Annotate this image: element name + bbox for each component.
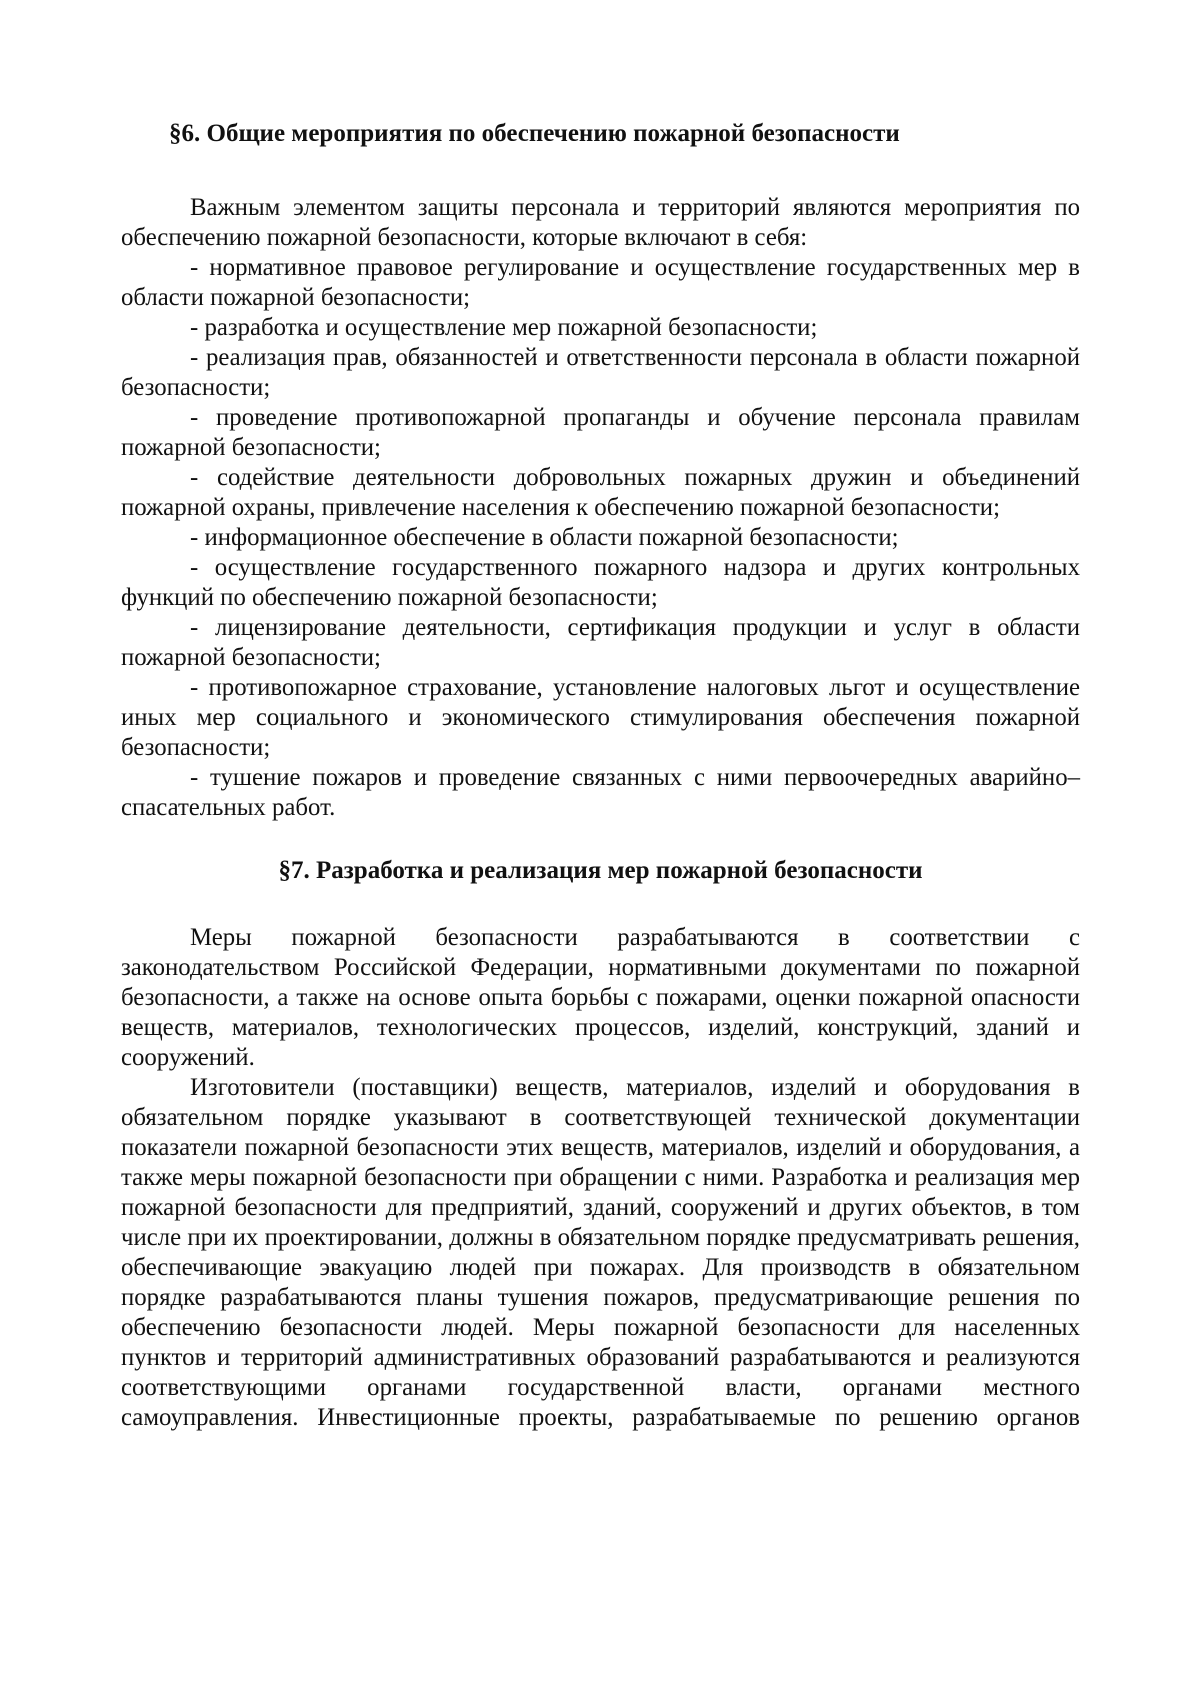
list-item: - проведение противопожарной пропаганды и обучение персонала правилам пожарной безопасности; — [121, 404, 1080, 461]
list-item: - разработка и осуществление мер пожарной безопасности; — [190, 314, 818, 341]
list-item: - осуществление государственного пожарного надзора и других контрольных функций по обеспечению пожарной безопасности; — [121, 554, 1080, 611]
section-7-body — [121, 923, 1080, 1433]
list-item: - нормативное правовое регулирование и осуществление государственных мер в области пожарной безопасности; — [121, 254, 1080, 311]
paragraph: Изготовители (поставщики) веществ, материалов, изделий и оборудования в обязательном порядке указывают в соответствующей технической документации показатели пожарной безопасности этих веществ, материалов, изделий и оборудования, а также меры пожарной безопасности при обращении с ними. Разработка и реализация мер пожарной безопасности для предприятий, зданий, сооружений и других объектов, в том числе при их проектировании, должны в обязательном порядке предусматривать решения, обеспечивающие эвакуацию людей при пожарах. Для производств в обязательном порядке разрабатываются планы тушения пожаров, предусматривающие решения по обеспечению безопасности людей. Меры пожарной безопасности для населенных пунктов и территорий административных образований разрабатываются и реализуются соответствующими органами государственной власти, органами местного самоуправления. Инвестиционные проекты, разрабатываемые по решению органов — [121, 1074, 1080, 1431]
list-item: - реализация прав, обязанностей и ответственности персонала в области пожарной безопасности; — [121, 344, 1080, 401]
document-page — [121, 118, 1080, 1433]
paragraph: Меры пожарной безопасности разрабатываются в соответствии с законодательством Российской Федерации, нормативными документами по пожарной безопасности, а также на основе опыта борьбы с пожарами, оценки пожарной опасности веществ, материалов, технологических процессов, изделий, конструкций, зданий и сооружений. — [121, 924, 1080, 1071]
list-item: - тушение пожаров и проведение связанных с ними первоочередных аварийно–спасательных работ. — [121, 764, 1080, 821]
list-item: - противопожарное страхование, установление налоговых льгот и осуществление иных мер социального и экономического стимулирования обеспечения пожарной безопасности; — [121, 674, 1080, 761]
section-7-title: §7. Разработка и реализация мер пожарной безопасности — [278, 857, 923, 884]
list-item: - информационное обеспечение в области пожарной безопасности; — [190, 524, 899, 551]
list-item: - содействие деятельности добровольных пожарных дружин и объединений пожарной охраны, привлечение населения к обеспечению пожарной безопасности; — [121, 464, 1080, 521]
section-6-title: §6. Общие мероприятия по обеспечению пожарной безопасности — [169, 120, 900, 147]
list-item: - лицензирование деятельности, сертификация продукции и услуг в области пожарной безопасности; — [121, 614, 1080, 671]
paragraph: Важным элементом защиты персонала и территорий являются мероприятия по обеспечению пожарной безопасности, которые включают в себя: — [121, 194, 1080, 251]
section-6-body — [121, 193, 1080, 823]
